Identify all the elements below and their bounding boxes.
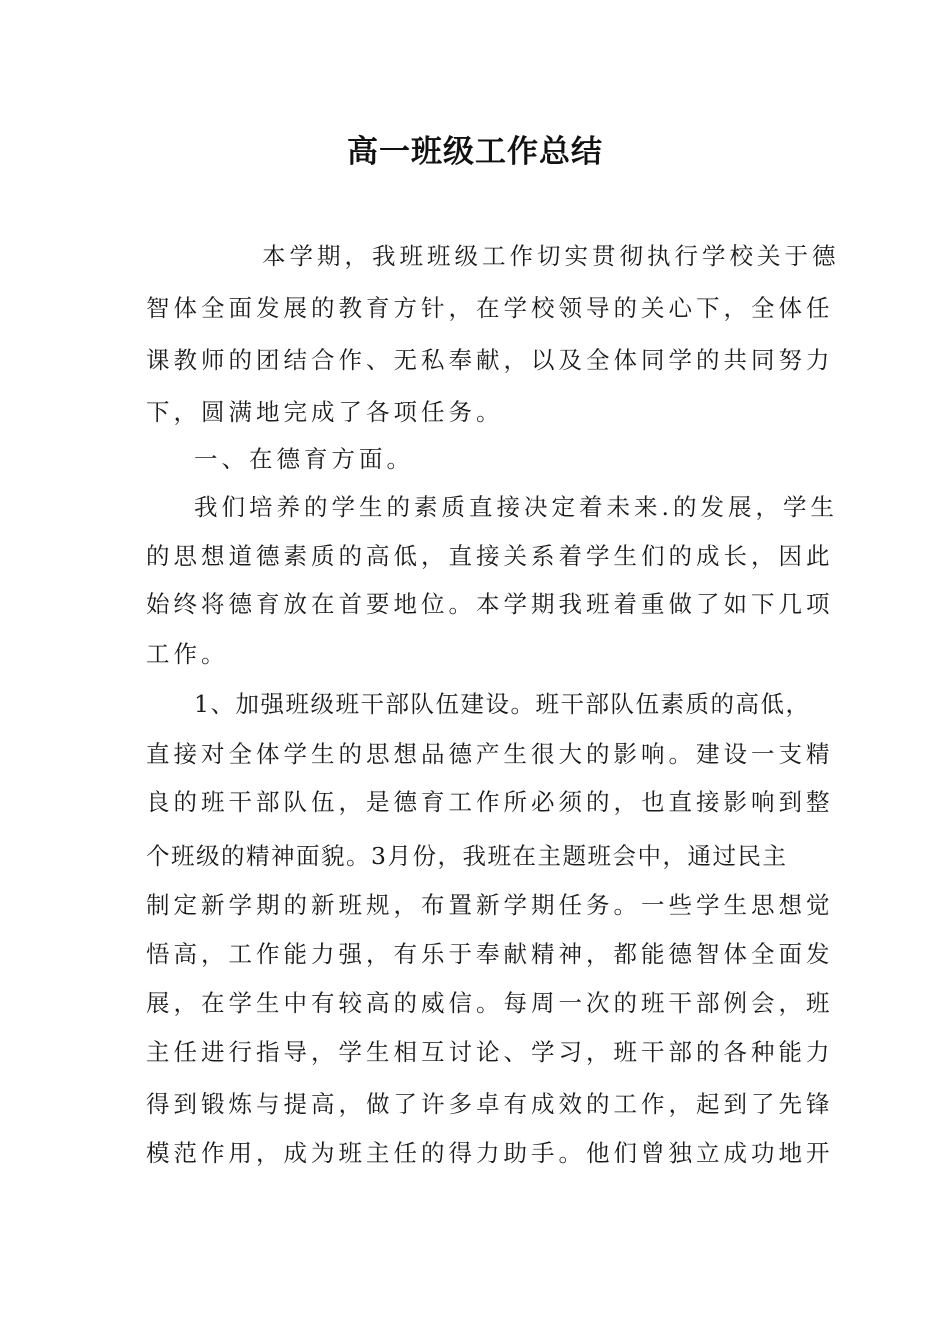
text-line: 1、加强班级班干部队伍建设。班干部队伍素质的高低， — [194, 690, 811, 718]
section-heading: 一、在德育方面。 — [194, 445, 414, 473]
text-line: 个班级的精神面貌。3月份，我班在主题班会中，通过民主 — [146, 842, 788, 870]
text-line: 本学期，我班班级工作切实贯彻执行学校关于德 — [262, 242, 840, 270]
text-line: 得到锻炼与提高，做了许多卓有成效的工作，起到了先锋 — [146, 1090, 834, 1118]
text-line: 模范作用，成为班主任的得力助手。他们曾独立成功地开 — [146, 1139, 834, 1167]
text-line: 始终将德育放在首要地位。本学期我班着重做了如下几项 — [146, 590, 834, 618]
text-line: 直接对全体学生的思想品德产生很大的影响。建设一支精 — [146, 740, 834, 768]
text-line: 我们培养的学生的素质直接决定着未来.的发展，学生 — [194, 493, 838, 521]
text-line: 展，在学生中有较高的威信。每周一次的班干部例会，班 — [146, 989, 834, 1017]
text-line: 下，圆满地完成了各项任务。 — [146, 398, 504, 426]
document-title: 高一班级工作总结 — [347, 134, 603, 170]
text-line: 的思想道德素质的高低，直接关系着学生们的成长，因此 — [146, 542, 834, 570]
text-line: 悟高，工作能力强，有乐于奉献精神，都能德智体全面发 — [146, 940, 834, 968]
text-line: 课教师的团结合作、无私奉献，以及全体同学的共同努力 — [146, 346, 834, 374]
text-line: 智体全面发展的教育方针，在学校领导的关心下，全体任 — [146, 294, 834, 322]
text-line: 良的班干部队伍，是德育工作所必须的，也直接影响到整 — [146, 788, 834, 816]
text-line: 工作。 — [146, 640, 229, 668]
text-line: 主任进行指导，学生相互讨论、学习，班干部的各种能力 — [146, 1038, 834, 1066]
text-line: 制定新学期的新班规，布置新学期任务。一些学生思想觉 — [146, 891, 834, 919]
